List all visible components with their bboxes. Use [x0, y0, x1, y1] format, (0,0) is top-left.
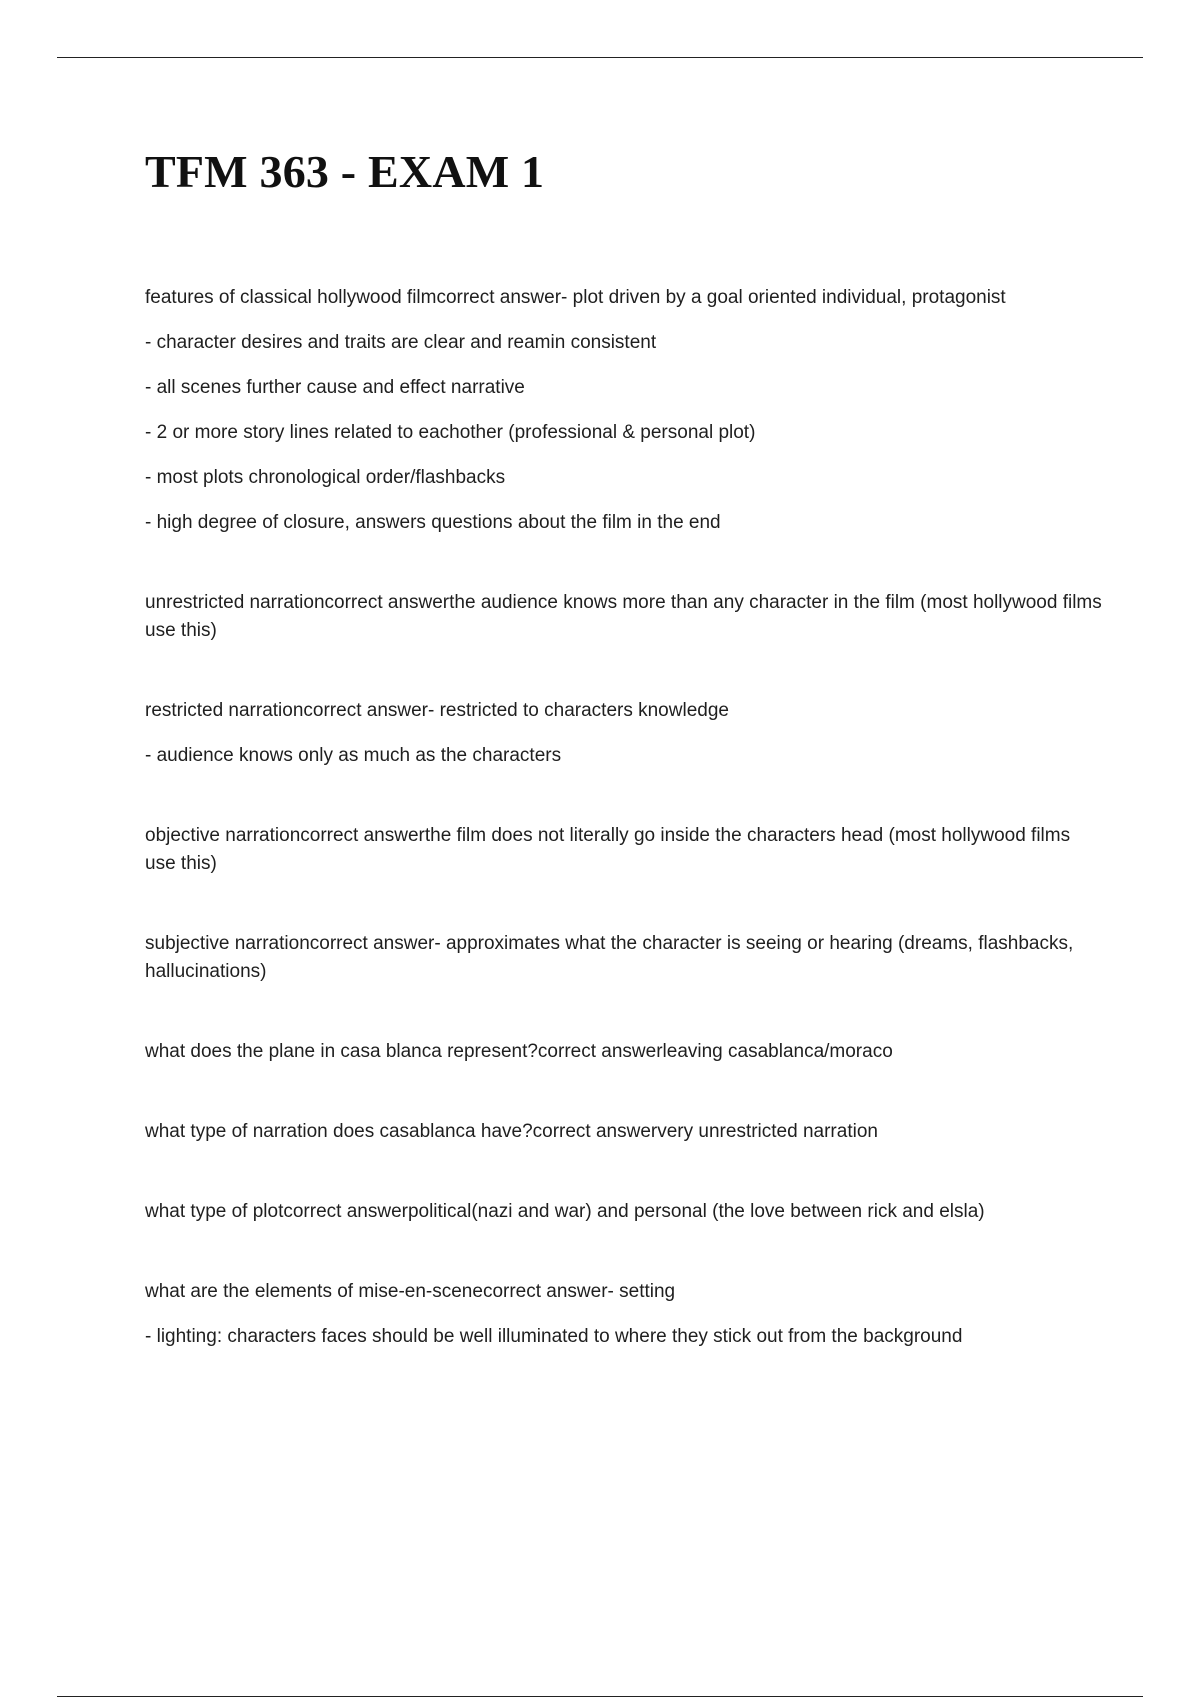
- qa-line: what type of narration does casablanca have?correct answervery unrestricted narration: [145, 1121, 878, 1142]
- qa-card-subjective-narration: [145, 930, 1105, 986]
- qa-card-objective-narration: [145, 822, 1105, 878]
- qa-line: - lighting: characters faces should be well illuminated to where they stick out from the background: [145, 1326, 963, 1347]
- qa-line: - character desires and traits are clear and reamin consistent: [145, 332, 657, 353]
- qa-line: - 2 or more story lines related to eachother (professional & personal plot): [145, 422, 756, 443]
- qa-card-mise-en-scene: [145, 1278, 1105, 1351]
- qa-line: - most plots chronological order/flashbacks: [145, 467, 506, 488]
- top-rule: [57, 57, 1143, 58]
- qa-line: - high degree of closure, answers questions about the film in the end: [145, 512, 721, 533]
- document-body: [145, 140, 1105, 1403]
- qa-card-classical-hollywood: [145, 284, 1105, 537]
- qa-line: restricted narrationcorrect answer- restricted to characters knowledge: [145, 700, 729, 721]
- qa-line: subjective narrationcorrect answer- approximates what the character is seeing or hearing (dreams, flashbacks, hallucinations): [145, 933, 1074, 982]
- bottom-rule: [57, 1696, 1143, 1697]
- qa-line: objective narrationcorrect answerthe film does not literally go inside the characters head (most hollywood films use this): [145, 825, 1071, 874]
- page-title: TFM 363 - EXAM 1: [145, 146, 545, 197]
- qa-line: - audience knows only as much as the characters: [145, 745, 562, 766]
- qa-card-restricted-narration: [145, 697, 1105, 770]
- qa-card-plot-type: [145, 1198, 1105, 1226]
- qa-line: what type of plotcorrect answerpolitical(nazi and war) and personal (the love between rick and elsla): [145, 1201, 985, 1222]
- qa-card-casablanca-narration: [145, 1118, 1105, 1146]
- qa-line: what does the plane in casa blanca represent?correct answerleaving casablanca/moraco: [145, 1041, 893, 1062]
- qa-line: unrestricted narrationcorrect answerthe audience knows more than any character in the film (most hollywood films use this): [145, 592, 1102, 641]
- qa-line: - all scenes further cause and effect narrative: [145, 377, 525, 398]
- qa-line: what are the elements of mise-en-scenecorrect answer- setting: [145, 1281, 676, 1302]
- qa-card-casablanca-plane: [145, 1038, 1105, 1066]
- qa-card-unrestricted-narration: [145, 589, 1105, 645]
- qa-line: features of classical hollywood filmcorrect answer- plot driven by a goal oriented individual, protagonist: [145, 287, 1006, 308]
